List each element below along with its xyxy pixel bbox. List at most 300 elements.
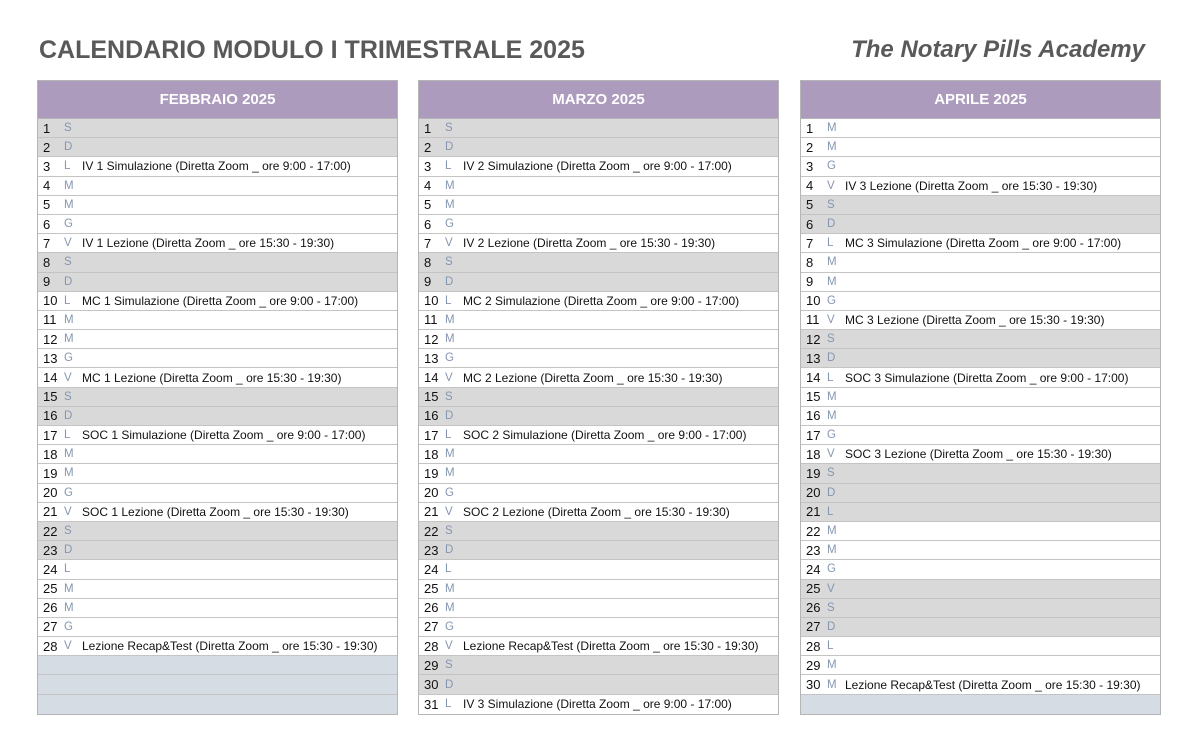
event-text: SOC 3 Simulazione (Diretta Zoom _ ore 9:00 - 17:00): [845, 370, 1129, 385]
day-of-week: M: [445, 448, 455, 461]
event-text: IV 2 Simulazione (Diretta Zoom _ ore 9:00 - 17:00): [463, 159, 732, 174]
day-row: [419, 675, 778, 694]
day-number: 8: [43, 254, 51, 270]
day-number: 9: [424, 274, 432, 290]
day-of-week: G: [827, 429, 836, 442]
day-of-week: L: [827, 640, 834, 653]
day-of-week: D: [64, 409, 73, 422]
day-row: [38, 234, 397, 253]
day-of-week: M: [64, 313, 74, 326]
day-number: 15: [806, 389, 821, 405]
day-row: [801, 311, 1160, 330]
day-number: 9: [43, 274, 51, 290]
event-text: MC 3 Lezione (Diretta Zoom _ ore 15:30 - 19:30): [845, 312, 1105, 327]
day-of-week: D: [827, 352, 836, 365]
day-row: [38, 177, 397, 196]
day-of-week: M: [445, 179, 455, 192]
day-of-week: S: [827, 601, 835, 614]
day-row: [38, 503, 397, 522]
day-of-week: G: [827, 160, 836, 173]
day-number: 7: [424, 235, 432, 251]
day-row: [38, 388, 397, 407]
day-number: 6: [424, 216, 432, 232]
day-row: [38, 311, 397, 330]
day-of-week: L: [445, 698, 452, 711]
day-number: 8: [806, 254, 814, 270]
day-of-week: D: [445, 409, 454, 422]
day-row: [419, 349, 778, 368]
day-row: [38, 330, 397, 349]
event-text: MC 2 Lezione (Diretta Zoom _ ore 15:30 - 19:30): [463, 370, 723, 385]
day-of-week: L: [64, 294, 71, 307]
day-number: 11: [424, 312, 438, 328]
day-of-week: V: [64, 640, 72, 653]
day-number: 26: [43, 600, 58, 616]
day-number: 12: [424, 331, 439, 347]
day-number: 14: [424, 370, 439, 386]
day-row: [38, 292, 397, 311]
day-number: 9: [806, 274, 814, 290]
day-number: 28: [806, 638, 821, 654]
event-text: IV 3 Simulazione (Diretta Zoom _ ore 9:00 - 17:00): [463, 697, 732, 712]
day-of-week: M: [64, 333, 74, 346]
day-of-week: L: [827, 371, 834, 384]
day-of-week: G: [827, 294, 836, 307]
day-number: 4: [43, 178, 51, 194]
day-of-week: G: [445, 620, 454, 633]
day-row: [38, 580, 397, 599]
day-number: 19: [424, 465, 439, 481]
day-number: 27: [806, 619, 821, 635]
day-row: [38, 464, 397, 483]
day-row: [419, 426, 778, 445]
empty-row: [801, 695, 1160, 714]
month-table-aprile: [800, 80, 1161, 715]
day-number: 10: [424, 293, 439, 309]
day-number: 28: [424, 638, 439, 654]
event-text: MC 1 Simulazione (Diretta Zoom _ ore 9:00 - 17:00): [82, 293, 359, 308]
day-of-week: V: [827, 582, 835, 595]
day-row: [38, 484, 397, 503]
event-text: MC 3 Simulazione (Diretta Zoom _ ore 9:00 - 17:00): [845, 236, 1122, 251]
day-of-week: G: [445, 486, 454, 499]
day-row: [419, 177, 778, 196]
day-row: [419, 368, 778, 387]
page-title: CALENDARIO MODULO I TRIMESTRALE 2025: [39, 36, 585, 64]
day-of-week: L: [445, 563, 452, 576]
day-number: 30: [424, 677, 439, 693]
day-number: 10: [806, 293, 821, 309]
day-number: 23: [806, 542, 821, 558]
day-of-week: L: [445, 429, 452, 442]
day-row: [801, 330, 1160, 349]
day-row: [419, 503, 778, 522]
day-number: 22: [43, 523, 58, 539]
day-number: 4: [424, 178, 432, 194]
day-row: [419, 656, 778, 675]
event-text: MC 2 Simulazione (Diretta Zoom _ ore 9:00 - 17:00): [463, 293, 740, 308]
day-of-week: S: [827, 467, 835, 480]
day-of-week: S: [445, 525, 453, 538]
day-row: [419, 464, 778, 483]
day-of-week: D: [64, 544, 73, 557]
day-of-week: S: [445, 256, 453, 269]
day-number: 30: [806, 677, 821, 693]
day-number: 23: [424, 542, 439, 558]
day-of-week: D: [445, 141, 454, 154]
day-number: 12: [43, 331, 58, 347]
day-of-week: M: [445, 467, 455, 480]
day-number: 11: [806, 312, 820, 328]
day-of-week: L: [64, 160, 71, 173]
day-row: [801, 388, 1160, 407]
day-of-week: M: [64, 601, 74, 614]
day-row: [38, 522, 397, 541]
day-of-week: L: [827, 237, 834, 250]
day-row: [801, 637, 1160, 656]
day-number: 21: [424, 504, 439, 520]
day-number: 1: [806, 120, 814, 136]
day-of-week: M: [827, 256, 837, 269]
day-row: [38, 445, 397, 464]
day-of-week: G: [64, 620, 73, 633]
day-number: 2: [806, 139, 814, 155]
day-number: 21: [806, 504, 821, 520]
day-number: 4: [806, 178, 814, 194]
month-table-febbraio: [37, 80, 398, 715]
day-row: [801, 580, 1160, 599]
day-row: [419, 119, 778, 138]
day-number: 19: [806, 465, 821, 481]
day-of-week: S: [64, 390, 72, 403]
day-of-week: M: [827, 678, 837, 691]
day-row: [419, 253, 778, 272]
day-of-week: V: [827, 179, 835, 192]
day-row: [801, 503, 1160, 522]
day-row: [801, 445, 1160, 464]
page-header: [39, 36, 1145, 70]
month-header: APRILE 2025: [801, 81, 1160, 119]
day-row: [38, 541, 397, 560]
day-row: [801, 157, 1160, 176]
day-row: [38, 618, 397, 637]
day-row: [419, 637, 778, 656]
brand-name: The Notary Pills Academy: [851, 36, 1145, 63]
event-text: SOC 1 Lezione (Diretta Zoom _ ore 15:30 - 19:30): [82, 504, 349, 519]
day-row: [419, 138, 778, 157]
day-number: 26: [424, 600, 439, 616]
day-number: 28: [43, 638, 58, 654]
day-row: [801, 234, 1160, 253]
day-row: [419, 196, 778, 215]
day-row: [419, 407, 778, 426]
day-of-week: M: [445, 198, 455, 211]
event-text: SOC 2 Lezione (Diretta Zoom _ ore 15:30 - 19:30): [463, 504, 730, 519]
day-of-week: M: [64, 179, 74, 192]
day-row: [419, 599, 778, 618]
day-row: [419, 330, 778, 349]
day-row: [801, 560, 1160, 579]
day-of-week: M: [827, 122, 837, 135]
day-number: 21: [43, 504, 58, 520]
day-number: 24: [424, 561, 439, 577]
day-number: 22: [806, 523, 821, 539]
day-number: 27: [424, 619, 439, 635]
event-text: SOC 2 Simulazione (Diretta Zoom _ ore 9:00 - 17:00): [463, 428, 747, 443]
day-number: 29: [806, 657, 821, 673]
day-number: 3: [43, 158, 51, 174]
day-number: 5: [43, 197, 51, 213]
day-row: [38, 368, 397, 387]
day-row: [801, 138, 1160, 157]
day-number: 8: [424, 254, 432, 270]
day-number: 13: [424, 350, 439, 366]
day-row: [38, 138, 397, 157]
day-row: [801, 177, 1160, 196]
day-of-week: V: [64, 505, 72, 518]
day-row: [801, 196, 1160, 215]
day-of-week: G: [64, 486, 73, 499]
day-row: [419, 541, 778, 560]
day-of-week: M: [827, 390, 837, 403]
day-of-week: L: [827, 505, 834, 518]
day-of-week: V: [827, 448, 835, 461]
day-row: [419, 215, 778, 234]
day-of-week: S: [827, 198, 835, 211]
event-text: Lezione Recap&Test (Diretta Zoom _ ore 15:30 - 19:30): [463, 639, 759, 654]
day-row: [419, 273, 778, 292]
day-of-week: S: [445, 390, 453, 403]
day-number: 6: [43, 216, 51, 232]
day-row: [801, 253, 1160, 272]
day-of-week: S: [445, 659, 453, 672]
day-number: 13: [43, 350, 58, 366]
day-of-week: V: [827, 313, 835, 326]
month-table-marzo: [418, 80, 779, 715]
day-row: [38, 637, 397, 656]
day-number: 3: [424, 158, 432, 174]
event-text: IV 3 Lezione (Diretta Zoom _ ore 15:30 - 19:30): [845, 178, 1098, 193]
day-of-week: S: [64, 122, 72, 135]
day-number: 5: [806, 197, 814, 213]
day-number: 1: [424, 120, 432, 136]
day-of-week: G: [445, 218, 454, 231]
day-row: [419, 445, 778, 464]
month-header: MARZO 2025: [419, 81, 778, 119]
day-of-week: M: [827, 659, 837, 672]
event-text: IV 2 Lezione (Diretta Zoom _ ore 15:30 - 19:30): [463, 236, 716, 251]
day-number: 19: [43, 465, 58, 481]
day-number: 5: [424, 197, 432, 213]
day-row: [38, 253, 397, 272]
day-row: [801, 119, 1160, 138]
day-of-week: M: [445, 313, 455, 326]
day-row: [801, 656, 1160, 675]
day-row: [38, 215, 397, 234]
day-of-week: M: [827, 525, 837, 538]
day-number: 7: [806, 235, 814, 251]
day-row: [419, 388, 778, 407]
day-number: 10: [43, 293, 58, 309]
day-number: 14: [806, 370, 821, 386]
day-row: [419, 484, 778, 503]
day-of-week: M: [64, 467, 74, 480]
day-of-week: L: [445, 294, 452, 307]
day-row: [419, 580, 778, 599]
day-row: [38, 119, 397, 138]
day-number: 17: [806, 427, 821, 443]
day-of-week: V: [445, 371, 453, 384]
month-header: FEBBRAIO 2025: [38, 81, 397, 119]
day-of-week: D: [445, 275, 454, 288]
day-row: [38, 349, 397, 368]
day-row: [419, 292, 778, 311]
day-of-week: D: [827, 486, 836, 499]
day-rows: [801, 119, 1160, 714]
day-of-week: G: [445, 352, 454, 365]
day-number: 20: [43, 485, 58, 501]
day-number: 12: [806, 331, 821, 347]
day-of-week: V: [445, 505, 453, 518]
day-row: [38, 196, 397, 215]
day-number: 27: [43, 619, 58, 635]
day-number: 20: [424, 485, 439, 501]
day-of-week: V: [64, 237, 72, 250]
day-of-week: M: [64, 582, 74, 595]
day-of-week: L: [445, 160, 452, 173]
day-rows: [419, 119, 778, 714]
day-of-week: D: [827, 218, 836, 231]
day-of-week: D: [64, 141, 73, 154]
day-of-week: V: [64, 371, 72, 384]
day-number: 25: [424, 581, 439, 597]
day-row: [419, 157, 778, 176]
day-of-week: D: [445, 544, 454, 557]
day-number: 25: [43, 581, 58, 597]
day-number: 23: [43, 542, 58, 558]
day-number: 16: [806, 408, 821, 424]
day-of-week: M: [445, 333, 455, 346]
day-of-week: G: [64, 352, 73, 365]
day-number: 16: [43, 408, 58, 424]
event-text: Lezione Recap&Test (Diretta Zoom _ ore 15:30 - 19:30): [845, 677, 1141, 692]
day-number: 18: [424, 446, 439, 462]
day-row: [419, 234, 778, 253]
day-number: 20: [806, 485, 821, 501]
day-number: 17: [424, 427, 439, 443]
day-row: [38, 273, 397, 292]
day-row: [801, 599, 1160, 618]
day-number: 17: [43, 427, 58, 443]
day-number: 2: [43, 139, 51, 155]
event-text: MC 1 Lezione (Diretta Zoom _ ore 15:30 - 19:30): [82, 370, 342, 385]
event-text: SOC 1 Simulazione (Diretta Zoom _ ore 9:00 - 17:00): [82, 428, 366, 443]
day-number: 29: [424, 657, 439, 673]
day-number: 7: [43, 235, 51, 251]
day-of-week: V: [445, 237, 453, 250]
day-of-week: V: [445, 640, 453, 653]
day-of-week: D: [445, 678, 454, 691]
day-of-week: L: [64, 563, 71, 576]
day-row: [38, 407, 397, 426]
day-of-week: M: [64, 198, 74, 211]
day-row: [801, 426, 1160, 445]
day-row: [801, 484, 1160, 503]
event-text: Lezione Recap&Test (Diretta Zoom _ ore 15:30 - 19:30): [82, 639, 378, 654]
day-number: 2: [424, 139, 432, 155]
day-row: [801, 273, 1160, 292]
day-row: [38, 426, 397, 445]
day-row: [38, 560, 397, 579]
day-number: 15: [43, 389, 58, 405]
day-number: 18: [43, 446, 58, 462]
day-row: [801, 407, 1160, 426]
day-number: 22: [424, 523, 439, 539]
day-row: [801, 522, 1160, 541]
day-row: [38, 599, 397, 618]
day-row: [801, 349, 1160, 368]
day-number: 24: [806, 561, 821, 577]
day-number: 14: [43, 370, 58, 386]
day-of-week: M: [827, 544, 837, 557]
day-of-week: M: [445, 601, 455, 614]
day-row: [38, 157, 397, 176]
day-row: [801, 368, 1160, 387]
empty-row: [38, 656, 397, 675]
day-of-week: D: [827, 620, 836, 633]
empty-row: [38, 675, 397, 694]
day-of-week: S: [64, 525, 72, 538]
day-of-week: M: [64, 448, 74, 461]
event-text: IV 1 Lezione (Diretta Zoom _ ore 15:30 - 19:30): [82, 236, 335, 251]
day-row: [801, 541, 1160, 560]
empty-row: [38, 695, 397, 714]
day-of-week: M: [827, 275, 837, 288]
day-number: 31: [424, 696, 439, 712]
day-row: [801, 292, 1160, 311]
day-row: [419, 695, 778, 714]
event-text: SOC 3 Lezione (Diretta Zoom _ ore 15:30 - 19:30): [845, 447, 1112, 462]
day-row: [801, 215, 1160, 234]
day-row: [801, 618, 1160, 637]
day-number: 1: [43, 120, 51, 136]
day-of-week: G: [64, 218, 73, 231]
day-of-week: M: [827, 141, 837, 154]
day-row: [801, 464, 1160, 483]
day-of-week: M: [827, 409, 837, 422]
day-of-week: D: [64, 275, 73, 288]
day-of-week: L: [64, 429, 71, 442]
day-number: 18: [806, 446, 821, 462]
day-row: [419, 560, 778, 579]
day-number: 6: [806, 216, 814, 232]
day-number: 15: [424, 389, 439, 405]
day-of-week: S: [445, 122, 453, 135]
day-number: 16: [424, 408, 439, 424]
day-rows: [38, 119, 397, 714]
day-number: 13: [806, 350, 821, 366]
day-row: [419, 618, 778, 637]
day-row: [419, 522, 778, 541]
day-number: 11: [43, 312, 57, 328]
day-row: [419, 311, 778, 330]
day-number: 3: [806, 158, 814, 174]
day-row: [801, 675, 1160, 694]
day-of-week: G: [827, 563, 836, 576]
day-of-week: S: [827, 333, 835, 346]
day-of-week: S: [64, 256, 72, 269]
day-number: 25: [806, 581, 821, 597]
